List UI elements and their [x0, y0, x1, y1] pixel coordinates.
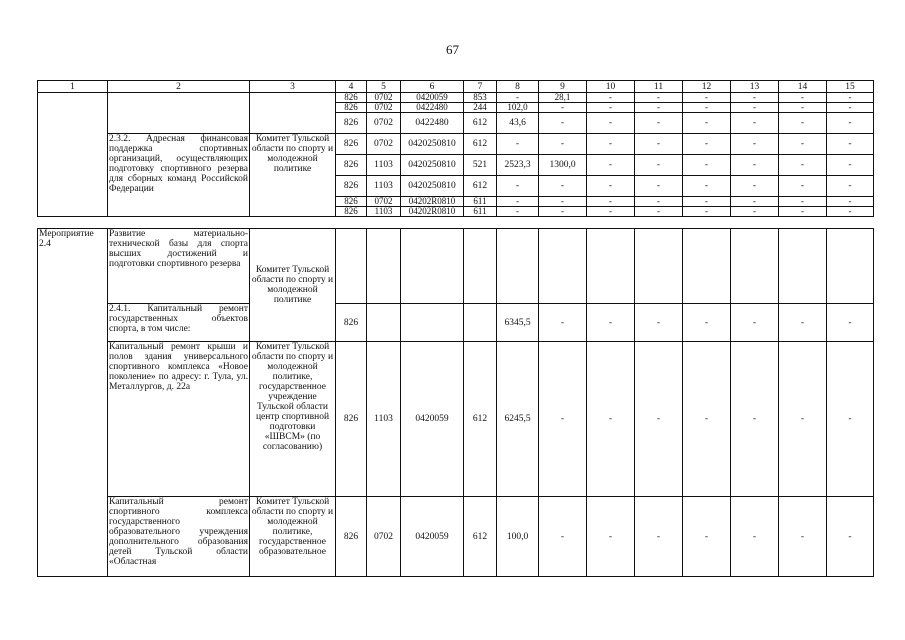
table-cell: - — [539, 176, 587, 197]
column-header: 5 — [367, 81, 401, 93]
column-header: 6 — [401, 81, 464, 93]
executor-edu: Комитет Тульской области по спорту и молодежной политике, государственное образовательное — [250, 497, 336, 577]
table-row-measure-2-4 — [38, 229, 874, 304]
table-cell: 102,0 — [497, 103, 539, 113]
table-cell: 28,1 — [539, 93, 587, 103]
table-cell: 611 — [464, 207, 497, 217]
table-cell: - — [635, 176, 683, 197]
table-cell: - — [779, 497, 827, 577]
column-header: 7 — [464, 81, 497, 93]
column-header: 9 — [539, 81, 587, 93]
table-cell: - — [683, 113, 731, 134]
table-cell: - — [497, 176, 539, 197]
executor-committee-2: Комитет Тульской области по спорту и молодежной политике — [250, 229, 336, 342]
table-cell: 6345,5 — [497, 304, 539, 342]
table-cell: 826 — [336, 497, 367, 577]
table-cell: - — [827, 113, 874, 134]
table-cell — [464, 304, 497, 342]
table-cell: - — [539, 497, 587, 577]
table-cell — [401, 304, 464, 342]
executor-shvsm: Комитет Тульской области по спорту и молодежной политике, государственное учреждение Тульской области центр спортивной подготовки «ШВСМ» (по согласованию) — [250, 342, 336, 497]
table-row — [38, 134, 874, 155]
table-cell: 826 — [336, 155, 367, 176]
table-cell: 853 — [464, 93, 497, 103]
column-header: 14 — [779, 81, 827, 93]
table-cell: - — [827, 93, 874, 103]
column-header: 1 — [38, 81, 108, 93]
table-cell: - — [539, 197, 587, 207]
table-cell: 826 — [336, 134, 367, 155]
table-cell: 0420250810 — [401, 155, 464, 176]
measure-label: Мероприятие 2.4 — [38, 229, 108, 577]
program-cell-blank — [108, 93, 250, 134]
table-cell: - — [731, 103, 779, 113]
table-cell: 0422480 — [401, 113, 464, 134]
table-cell: - — [779, 103, 827, 113]
item-2-3-2: 2.3.2. Адресная финансовая поддержка спортивных организаций, осуществляющих подготовку спортивного резерва для сборных команд Российской Федерации — [108, 134, 250, 217]
table-cell: - — [683, 207, 731, 217]
table-cell: - — [497, 207, 539, 217]
table-cell: - — [683, 497, 731, 577]
executor-cell-blank — [250, 93, 336, 134]
table-cell: 100,0 — [497, 497, 539, 577]
table-cell: - — [587, 134, 635, 155]
table-cell: - — [731, 113, 779, 134]
executor-committee: Комитет Тульской области по спорту и молодежной политике — [250, 134, 336, 217]
table-cell: 826 — [336, 113, 367, 134]
budget-table-part-2 — [37, 228, 874, 577]
table-cell: - — [779, 113, 827, 134]
table-cell: 1103 — [367, 155, 401, 176]
table-cell: - — [635, 197, 683, 207]
table-cell: 826 — [336, 197, 367, 207]
table-cell: - — [683, 304, 731, 342]
table-cell: - — [539, 134, 587, 155]
table-cell: 0422480 — [401, 103, 464, 113]
table-cell: 826 — [336, 207, 367, 217]
table-cell: - — [731, 176, 779, 197]
table-row — [38, 342, 874, 497]
table-cell: 0420250810 — [401, 134, 464, 155]
table-cell: 1103 — [367, 176, 401, 197]
table-cell: 826 — [336, 176, 367, 197]
table-cell: 612 — [464, 113, 497, 134]
column-header: 11 — [635, 81, 683, 93]
table-cell: - — [779, 197, 827, 207]
table-cell: - — [731, 304, 779, 342]
column-header: 4 — [336, 81, 367, 93]
table-cell: - — [683, 197, 731, 207]
table-cell: - — [539, 304, 587, 342]
table-cell: - — [539, 103, 587, 113]
table-row — [38, 497, 874, 577]
table-cell: 612 — [464, 134, 497, 155]
table-cell: 826 — [336, 304, 367, 342]
table-cell: - — [683, 93, 731, 103]
table-cell: - — [587, 207, 635, 217]
header-row — [38, 81, 874, 93]
table-cell: - — [827, 176, 874, 197]
table-cell: - — [779, 304, 827, 342]
table-cell: - — [587, 176, 635, 197]
table-cell: 612 — [464, 497, 497, 577]
table-cell: 0702 — [367, 134, 401, 155]
table-cell: 0702 — [367, 93, 401, 103]
table-cell: - — [587, 103, 635, 113]
table-cell: - — [827, 155, 874, 176]
table-cell: - — [827, 304, 874, 342]
table-cell: - — [731, 197, 779, 207]
table-cell: - — [635, 134, 683, 155]
table-cell: 1103 — [367, 342, 401, 497]
table-cell: - — [635, 497, 683, 577]
table-cell: 04202R0810 — [401, 207, 464, 217]
table-cell: 0420250810 — [401, 176, 464, 197]
table-cell: - — [587, 497, 635, 577]
table-cell: - — [779, 342, 827, 497]
measure-2-4: Развитие материально-технической базы для спорта высших достижений и подготовки спортивного резерва — [108, 229, 250, 304]
table-cell: - — [779, 176, 827, 197]
page-number: 67 — [446, 42, 459, 57]
table-cell: 0702 — [367, 197, 401, 207]
column-header: 10 — [587, 81, 635, 93]
table-cell: - — [827, 207, 874, 217]
table-cell: - — [827, 197, 874, 207]
table-cell: - — [587, 155, 635, 176]
table-row — [38, 304, 874, 342]
table-cell: - — [779, 207, 827, 217]
table-cell: - — [731, 134, 779, 155]
table-cell: 0702 — [367, 103, 401, 113]
table-cell: - — [731, 497, 779, 577]
table-cell: - — [587, 93, 635, 103]
table-cell: 1103 — [367, 207, 401, 217]
table-cell: 826 — [336, 93, 367, 103]
measure-cell-blank — [38, 93, 108, 217]
table-cell: - — [779, 134, 827, 155]
table-cell: - — [731, 207, 779, 217]
table-cell: 0420059 — [401, 93, 464, 103]
table-cell: - — [587, 113, 635, 134]
table-cell: 612 — [464, 342, 497, 497]
table-cell: 0702 — [367, 497, 401, 577]
table-cell: 2523,3 — [497, 155, 539, 176]
table-cell: 0420059 — [401, 497, 464, 577]
table-cell: - — [827, 497, 874, 577]
table-cell: - — [683, 176, 731, 197]
table-cell: 521 — [464, 155, 497, 176]
table-cell: - — [635, 103, 683, 113]
table-cell: - — [539, 113, 587, 134]
table-cell: 0420059 — [401, 342, 464, 497]
table-cell: - — [635, 155, 683, 176]
column-header: 3 — [250, 81, 336, 93]
table-cell: - — [635, 93, 683, 103]
column-header: 8 — [497, 81, 539, 93]
table-cell: - — [731, 155, 779, 176]
repair-roof: Капитальный ремонт крыши и полов здания универсального спортивного комплекса «Новое поколение» по адресу: г. Тула, ул. Металлургов, д. 22а — [108, 342, 250, 497]
table-cell: - — [827, 103, 874, 113]
budget-table — [37, 80, 874, 217]
table-cell: - — [731, 93, 779, 103]
table-cell: - — [683, 342, 731, 497]
table-cell: - — [683, 103, 731, 113]
table-cell: - — [539, 207, 587, 217]
table-cell: - — [827, 134, 874, 155]
table-cell — [367, 304, 401, 342]
table-cell: - — [497, 93, 539, 103]
item-2-4-1: 2.4.1. Капитальный ремонт государственных объектов спорта, в том числе: — [108, 304, 250, 342]
table-cell: - — [779, 93, 827, 103]
table-cell: 612 — [464, 176, 497, 197]
table-cell: 244 — [464, 103, 497, 113]
table-cell: - — [497, 197, 539, 207]
table-cell: - — [683, 155, 731, 176]
table-cell: - — [827, 342, 874, 497]
table-cell: - — [635, 207, 683, 217]
table-cell: - — [587, 342, 635, 497]
table-cell: 6245,5 — [497, 342, 539, 497]
column-header: 12 — [683, 81, 731, 93]
column-header: 15 — [827, 81, 874, 93]
table-cell: 611 — [464, 197, 497, 207]
table-cell: 04202R0810 — [401, 197, 464, 207]
column-header: 13 — [731, 81, 779, 93]
table-cell: - — [635, 342, 683, 497]
table-cell: - — [683, 134, 731, 155]
table-cell: 826 — [336, 103, 367, 113]
table-cell: - — [779, 155, 827, 176]
table-cell: 1300,0 — [539, 155, 587, 176]
table-cell: - — [587, 197, 635, 207]
table-cell: - — [587, 304, 635, 342]
table-row — [38, 93, 874, 103]
table-cell: - — [497, 134, 539, 155]
column-header: 2 — [108, 81, 250, 93]
table-cell: 826 — [336, 342, 367, 497]
table-cell: 43,6 — [497, 113, 539, 134]
table-cell: - — [539, 342, 587, 497]
repair-sport-complex: Капитальный ремонт спортивного комплекса государственного образовательного учреждения дополнительного образования детей Тульской области «Областная — [108, 497, 250, 577]
table-cell: 0702 — [367, 113, 401, 134]
table-cell: - — [731, 342, 779, 497]
table-cell: - — [635, 113, 683, 134]
table-cell: - — [635, 304, 683, 342]
